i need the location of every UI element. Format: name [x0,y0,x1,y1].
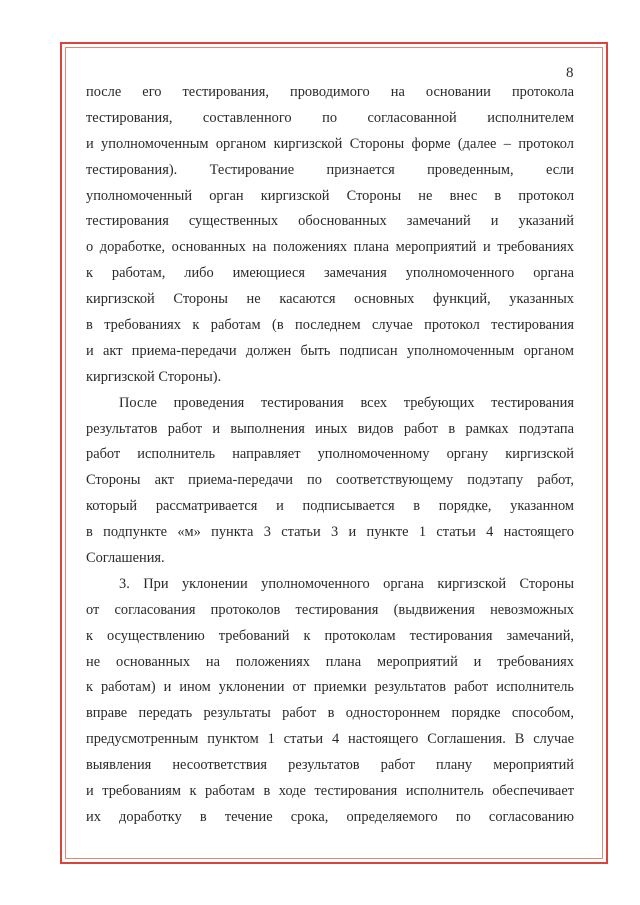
text-line: Соглашения. [86,550,165,567]
paragraph-2 [86,391,574,572]
text-line: работ исполнитель направляет уполномоченному органу киргизской [86,446,574,463]
text-line: не основанных на положениях плана мероприятий и требованиях [86,653,574,670]
text-line: предусмотренным пунктом 1 статьи 4 настоящего Соглашения. В случае [86,731,574,748]
text-line: их доработку в течение срока, определяемого по согласованию [86,808,574,825]
paragraph-1 [86,80,574,391]
text-line: киргизской Стороны). [86,368,222,385]
text-line: который рассматривается и подписывается в порядке, указанном [86,498,574,515]
text-line: и требованиям к работам в ходе тестирования исполнитель обеспечивает [86,783,574,800]
text-line: вправе передать результаты работ в одностороннем порядке способом, [86,705,574,722]
paragraph-3 [86,572,574,831]
document-body [86,80,574,831]
text-line: киргизской Стороны не касаются основных функций, указанных [86,291,574,308]
text-line: к работам, либо имеющиеся замечания уполномоченного органа [86,265,574,282]
text-line: 3. При уклонении уполномоченного органа киргизской Стороны [119,575,574,592]
text-line: После проведения тестирования всех требующих тестирования [119,394,574,411]
text-line: тестирования, составленного по согласованной исполнителем [86,109,574,126]
text-line: и уполномоченным органом киргизской Стороны форме (далее – протокол [86,135,574,152]
text-line: в подпункте «м» пункта 3 статьи 3 и пункте 1 статьи 4 настоящего [86,524,574,541]
text-line: тестирования существенных обоснованных замечаний и указаний [86,213,574,230]
text-line: в требованиях к работам (в последнем случае протокол тестирования [86,317,574,334]
text-line: после его тестирования, проводимого на основании протокола [86,84,574,100]
text-line: к осуществлению требований к протоколам тестирования замечаний, [86,627,574,644]
text-line: уполномоченный орган киргизской Стороны не внес в протокол [86,187,574,204]
text-line: Стороны акт приема-передачи по соответствующему подэтапу работ, [86,472,574,489]
text-line: выявления несоответствия результатов работ плану мероприятий [86,757,574,774]
text-line: от согласования протоколов тестирования (выдвижения невозможных [86,601,574,618]
text-line: к работам) и ином уклонении от приемки результатов работ исполнитель [86,679,574,696]
page-number: 8 [566,65,574,81]
text-line: тестирования). Тестирование признается проведенным, если [86,161,574,178]
text-line: о доработке, основанных на положениях плана мероприятий и требованиях [86,239,574,256]
text-line: результатов работ и выполнения иных видов работ в рамках подэтапа [86,420,574,437]
text-line: и акт приема-передачи должен быть подписан уполномоченным органом [86,342,574,359]
